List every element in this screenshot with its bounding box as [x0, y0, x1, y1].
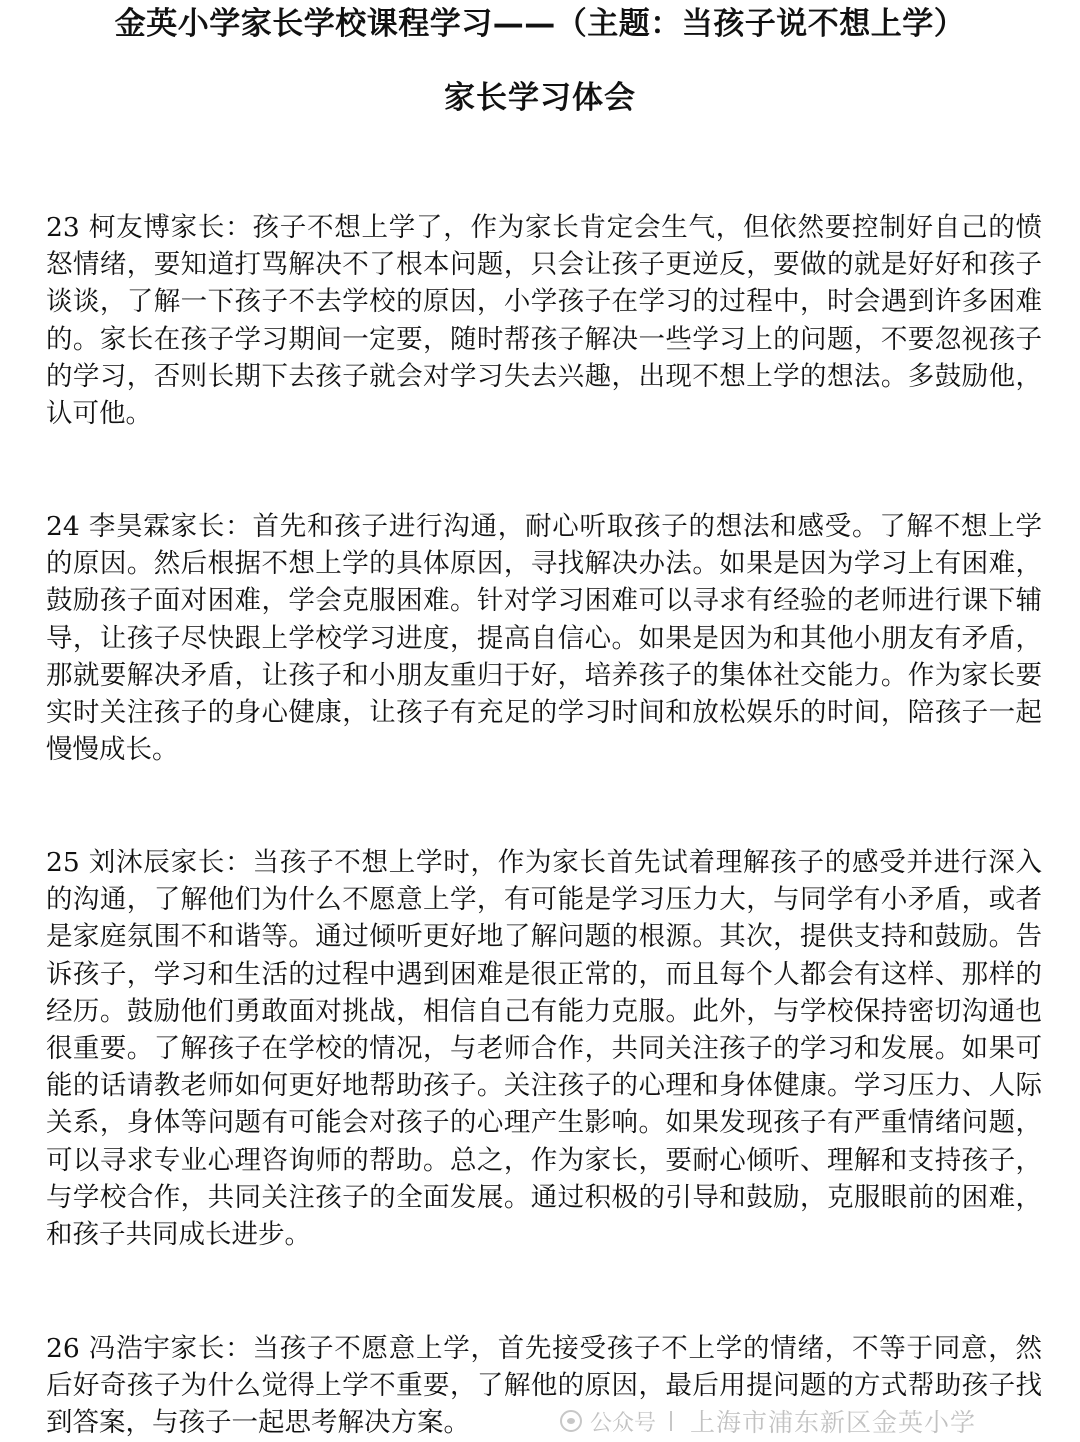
entry-number: 23	[46, 212, 80, 243]
entry-author: 李昊霖家长：	[88, 511, 253, 542]
entry-text: 首先和孩子进行沟通，耐心听取孩子的想法和感受。了解不想上学的原因。然后根据不想上学的具体原因，寻找解决办法。如果是因为学习上有困难，鼓励孩子面对困难，学会克服困难。针对学习困难可以寻求有经验的老师进行课下辅导，让孩子尽快跟上学校学习进度，提高自信心。如果是因为和其他小朋友有矛盾，那就要解决矛盾，让孩子和小朋友重归于好，培养孩子的集体社交能力。作为家长要实时关注孩子的身心健康，让孩子有充足的学习时间和放松娱乐的时间，陪孩子一起慢慢成长。	[46, 511, 1042, 766]
watermark-label: 公众号	[590, 1410, 657, 1436]
entry-text: 当孩子不愿意上学，首先接受孩子不上学的情绪，不等于同意，然后好奇孩子为什么觉得上学不重要，了解他的原因，最后用提问题的方式帮助孩子找到答案，与孩子一起思考解决方案。	[46, 1333, 1042, 1439]
parent-entry-25	[46, 844, 1042, 1253]
entry-author: 刘沐辰家长：	[88, 847, 253, 878]
entry-text: 孩子不想上学了，作为家长肯定会生气，但依然要控制好自己的愤怒情绪，要知道打骂解决不了根本问题，只会让孩子更逆反，要做的就是好好和孩子谈谈，了解一下孩子不去学校的原因，小学孩子在学习的过程中，时会遇到许多困难的。家长在孩子学习期间一定要，随时帮孩子解决一些学习上的问题，不要忽视孩子的学习，否则长期下去孩子就会对学习失去兴趣，出现不想上学的想法。多鼓励他，认可他。	[46, 212, 1042, 430]
document-subtitle: 家长学习体会	[444, 80, 636, 116]
entry-text: 当孩子不想上学时，作为家长首先试着理解孩子的感受并进行深入的沟通，了解他们为什么不愿意上学，有可能是学习压力大，与同学有小矛盾，或者是家庭氛围不和谐等。通过倾听更好地了解问题的根源。其次，提供支持和鼓励。告诉孩子，学习和生活的过程中遇到困难是很正常的，而且每个人都会有这样、那样的经历。鼓励他们勇敢面对挑战，相信自己有能力克服。此外，与学校保持密切沟通也很重要。了解孩子在学校的情况，与老师合作，共同关注孩子的学习和发展。如果可能的话请教老师如何更好地帮助孩子。关注孩子的心理和身体健康。学习压力、人际关系，身体等问题有可能会对孩子的心理产生影响。如果发现孩子有严重情绪问题，可以寻求专业心理咨询师的帮助。总之，作为家长，要耐心倾听、理解和支持孩子，与学校合作，共同关注孩子的全面发展。通过积极的引导和鼓励，克服眼前的困难，和孩子共同成长进步。	[46, 847, 1042, 1251]
watermark-account-name: 上海市浦东新区金英小学	[690, 1408, 977, 1437]
document-title: 金英小学家长学校课程学习——（主题：当孩子说不想上学）	[114, 6, 966, 42]
entry-number: 26	[46, 1333, 80, 1364]
parent-entry-26	[46, 1330, 1042, 1442]
entry-author: 冯浩宇家长：	[88, 1333, 253, 1364]
parent-entry-23	[46, 209, 1042, 432]
entry-number: 24	[46, 511, 80, 542]
entry-author: 柯友博家长：	[88, 212, 253, 243]
entry-number: 25	[46, 847, 80, 878]
parent-entry-24	[46, 508, 1042, 768]
